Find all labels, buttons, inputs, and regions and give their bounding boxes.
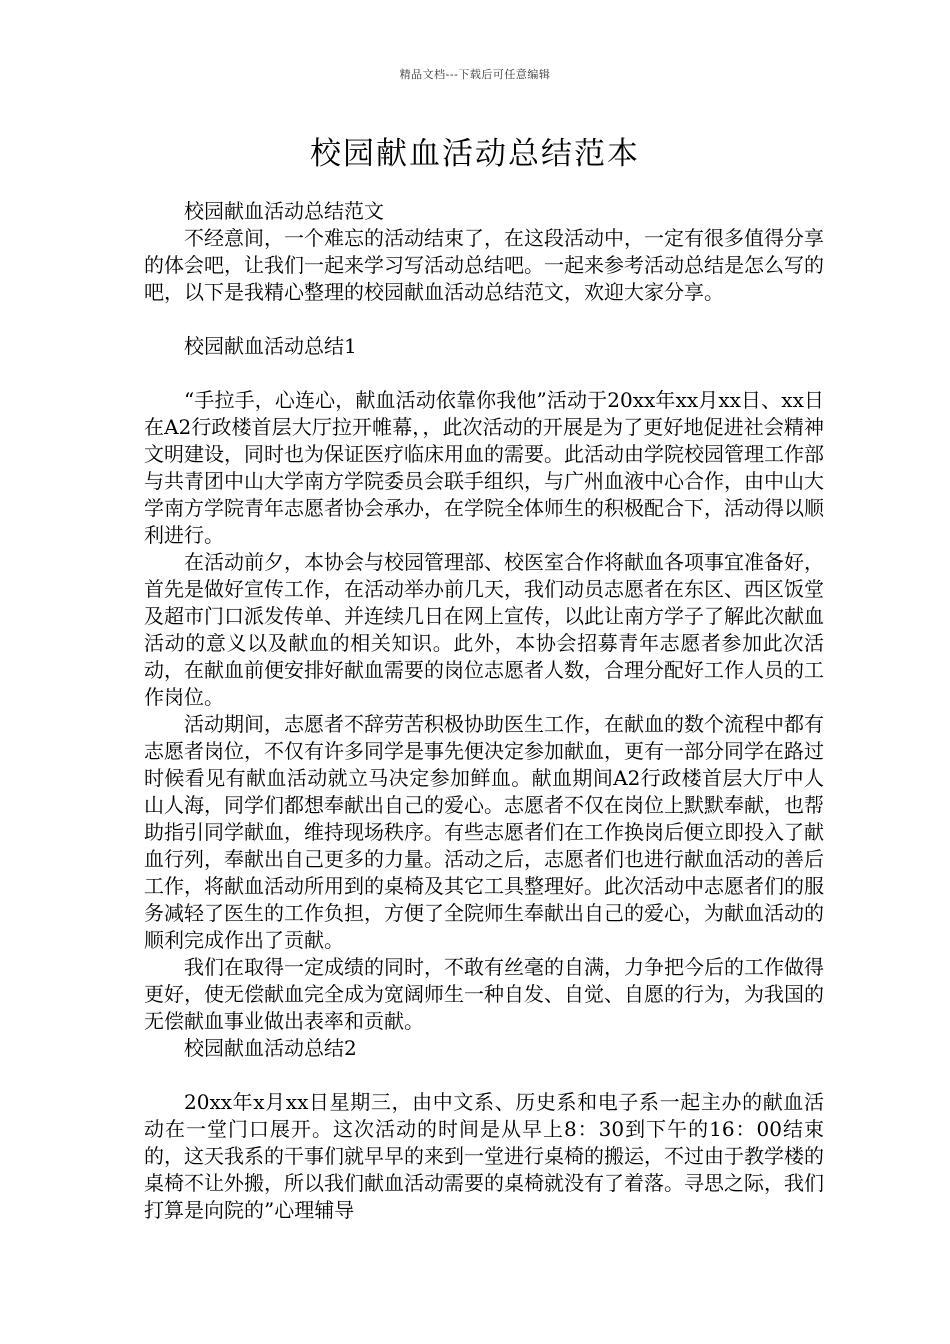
section-1-paragraph: 在活动前夕，本协会与校园管理部、校医室合作将献血各项事宜准备好，首先是做好宣传工作，在活动举办前几天，我们动员志愿者在东区、西区饭堂及超市门口派发传单、并连续几日在网上宣传，以此让南方学子了解此次献血活动的意义以及献血的相关知识。此外，本协会招募青年志愿者参加此次活动，在献血前便安排好献血需要的岗位志愿者人数，合理分配好工作人员的工作岗位。 [144, 550, 824, 709]
section-2-paragraph: 20xx年x月xx日星期三，由中文系、历史系和电子系一起主办的献血活动在一堂门口展开。这次活动的时间是从早上8：30到下午的16：00结束的，这天我系的干事们就早早的来到一堂进行桌椅的搬运，不过由于教学楼的桌椅不让外搬，所以我们献血活动需要的桌椅就没有了着落。寻思之际，我们打算是向院的”心理辅导 [144, 1090, 824, 1222]
section-1-paragraph: 活动期间，志愿者不辞劳苦积极协助医生工作，在献血的数个流程中都有志愿者岗位，不仅有许多同学是事先便决定参加献血，更有一部分同学在路过时候看见有献血活动就立马决定参加鲜血。献血期间A2行政楼首层大厅中人山人海，同学们都想奉献出自己的爱心。志愿者不仅在岗位上默默奉献，也帮助指引同学献血，维持现场秩序。有些志愿者们在工作换岗后便立即投入了献血行列，奉献出自己更多的力量。活动之后，志愿者们也进行献血活动的善后工作，将献血活动所用到的桌椅及其它工具整理好。此次活动中志愿者们的服务减轻了医生的工作负担，方便了全院师生奉献出自己的爱心，为献血活动的顺利完成作出了贡献。 [144, 712, 824, 952]
document-body [144, 198, 824, 1224]
document-title: 校园献血活动总结范本 [310, 136, 640, 172]
spacer [144, 306, 824, 333]
page-header: 精品文档---下载后可任意编辑 [399, 68, 551, 81]
intro-paragraph: 不经意间，一个难忘的活动结束了，在这段活动中，一定有很多值得分享的体会吧，让我们一起来学习写活动总结吧。一起来参考活动总结是怎么写的吧，以下是我精心整理的校园献血活动总结范文，欢迎大家分享。 [144, 226, 824, 304]
section-1-paragraph: 我们在取得一定成绩的同时，不敢有丝毫的自满，力争把今后的工作做得更好，使无偿献血完全成为宽阔师生一种自发、自觉、自愿的行为，为我国的无偿献血事业做出表率和贡献。 [144, 955, 824, 1033]
spacer [144, 360, 824, 387]
section-1-paragraph: “手拉手，心连心，献血活动依靠你我他”活动于20xx年xx月xx日、xx日在A2行政楼首层大厅拉开帷幕，，此次活动的开展是为了更好地促进社会精神文明建设，同时也为保证医疗临床用血的需要。此活动由学院校园管理工作部与共青团中山大学南方学院委员会联手组织，与广州血液中心合作，由中山大学南方学院青年志愿者协会承办，在学院全体师生的积极配合下，活动得以顺利进行。 [144, 388, 824, 547]
document-subtitle: 校园献血活动总结范文 [184, 199, 384, 223]
spacer [144, 1062, 824, 1089]
section-1-heading: 校园献血活动总结1 [184, 334, 357, 358]
section-2-heading: 校园献血活动总结2 [184, 1036, 357, 1060]
